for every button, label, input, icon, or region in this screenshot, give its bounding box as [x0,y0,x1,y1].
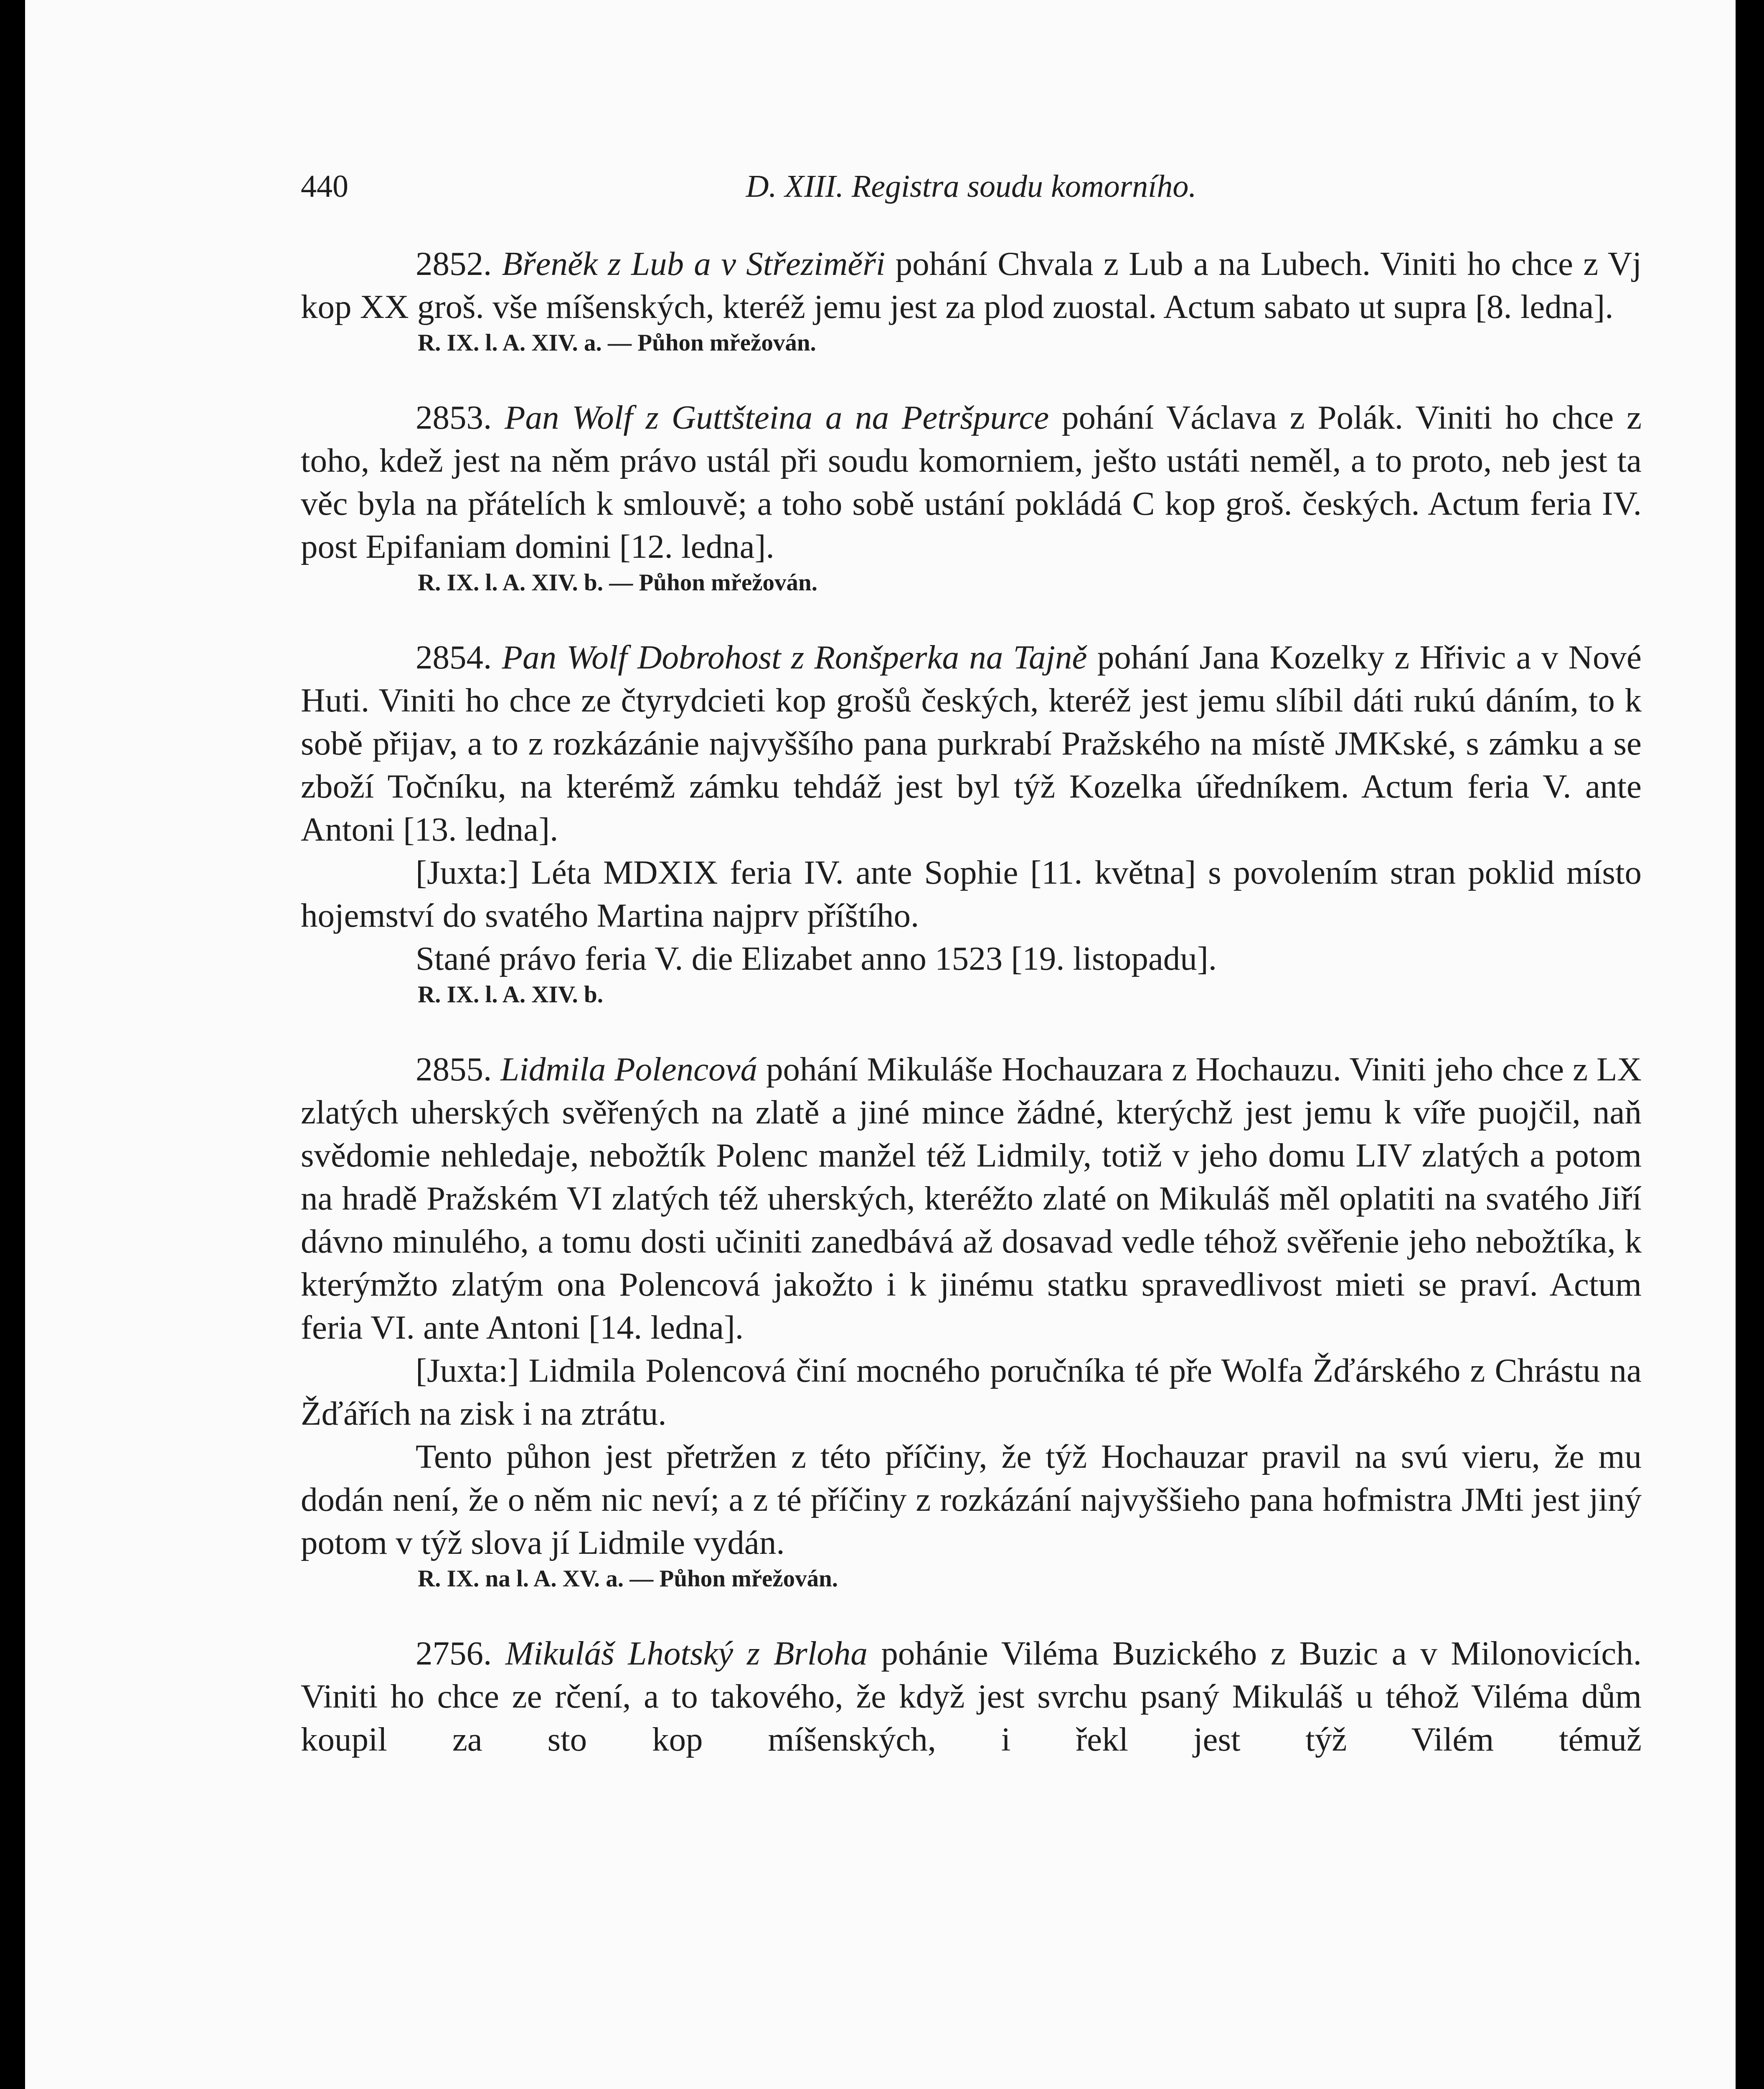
entry-note: [Juxta:] Lidmila Polencová činí mocného poručníka té pře Wolfa Žďárského z Chrástu na Žďářích na zisk i na ztrátu. [301,1352,1642,1432]
entry-note: Tento půhon jest přetržen z této příčiny, že týž Hochauzar pravil na svú vieru, že mu dodán není, že o něm nic neví; a z té příčiny z rozkázání najvyššieho pana hofmistra JMti jest jiný potom v týž slova jí Lidmile vydán. [301,1438,1642,1561]
entry-2855 [301,1048,1642,1593]
entry-party: Mikuláš Lhotský z Brloha [505,1634,868,1672]
entry-source: R. IX. l. A. XIV. a. — Půhon mřežován. [418,330,816,356]
entry-2854 [301,636,1642,1009]
entry-party: Pan Wolf Dobrohost z Ronšperka na Tajně [502,638,1087,676]
entry-number: 2756. [416,1634,492,1672]
entry-source: R. IX. l. A. XIV. b. [418,981,603,1008]
page-header [301,165,1642,208]
entry-2756 [301,1632,1642,1761]
entry-note: [Juxta:] Léta MDXIX feria IV. ante Sophie [11. května] s povolením stran poklid místo hojemství do svatého Martina najprv příštího. [301,854,1642,934]
document-page [25,0,1736,2089]
entry-source: R. IX. na l. A. XV. a. — Půhon mřežován. [418,1565,838,1592]
running-title: D. XIII. Registra soudu komorního. [746,169,1197,204]
entry-number: 2855. [416,1050,492,1088]
entry-text: pohání Jana Kozelky z Hřivic a v Nové Huti. Viniti ho chce ze čtyrydcieti kop grošů českých, kteréž jest jemu slíbil dáti rukú dáním, to k sobě přijav, a to z rozkázánie najvyššího pana purkrabí Pražského na místě JMKské, s zámku a se zboží Točníku, na kterémž zámku tehdáž jest byl týž Kozelka úředníkem. Actum feria V. ante Antoni [13. ledna]. [301,638,1642,848]
entry-party: Pan Wolf z Guttšteina a na Petršpurce [504,399,1049,436]
entry-text: pohání Václava z Polák. Viniti ho chce z toho, kdež jest na něm právo ustál při soudu komorniem, ješto ustáti neměl, a to proto, neb jest ta věc byla na přátelích k smlouvě; a toho sobě ustání pokládá C kop groš. českých. Actum feria IV. post Epifaniam domini [12. ledna]. [301,399,1642,565]
entry-party: Lidmila Polencová [500,1050,758,1088]
entry-text: pohání Mikuláše Hochauzara z Hochauzu. Viniti jeho chce z LX zlatých uherských svěřených na zlatě a jiné mince žádné, kterýchž jest jemu k víře puojčil, naň svědomie nehledaje, nebožtík Polenc manžel též Lidmily, totiž v jeho domu LIV zlatých a potom na hradě Pražském VI zlatých též uherských, kteréžto zlaté on Mikuláš měl oplatiti na svatého Jiří dávno minulého, a tomu dosti učiniti zanedbává až dosavad vedle téhož svěřenie jeho nebožtíka, k kterýmžto zlatým ona Polencová jakožto i k jinému statku spravedlivost mieti se praví. Actum feria VI. ante Antoni [14. ledna]. [301,1050,1642,1346]
entry-text: pohání Chvala z Lub a na Lubech. Viniti ho chce z Vj kop XX groš. vše míšenských, kteréž jemu jest za plod zuostal. Actum sabato ut supra [8. ledna]. [301,245,1642,325]
entry-paragraph [301,396,1642,568]
entry-number: 2852. [416,245,492,282]
page-number: 440 [301,169,348,204]
entry-2852 [301,242,1642,358]
entry-paragraph [301,1632,1642,1761]
entry-paragraph [301,636,1642,851]
entry-party: Břeněk z Lub a v Střeziměři [502,245,886,282]
page-content [301,165,1642,1761]
entry-number: 2853. [416,399,492,436]
entry-source: R. IX. l. A. XIV. b. — Půhon mřežován. [418,569,817,596]
entry-note: Stané právo feria V. die Elizabet anno 1523 [19. listopadu]. [416,940,1217,977]
entry-paragraph [301,1048,1642,1349]
entry-number: 2854. [416,638,492,676]
entry-2853 [301,396,1642,597]
entry-text: pohánie Viléma Buzického z Buzic a v Milonovicích. Viniti ho chce ze rčení, a to takového, že když jest svrchu psaný Mikuláš u téhož Viléma dům koupil za sto kop míšenských, i řekl jest týž Vilém témuž [301,1634,1642,1758]
entry-paragraph [301,242,1642,328]
